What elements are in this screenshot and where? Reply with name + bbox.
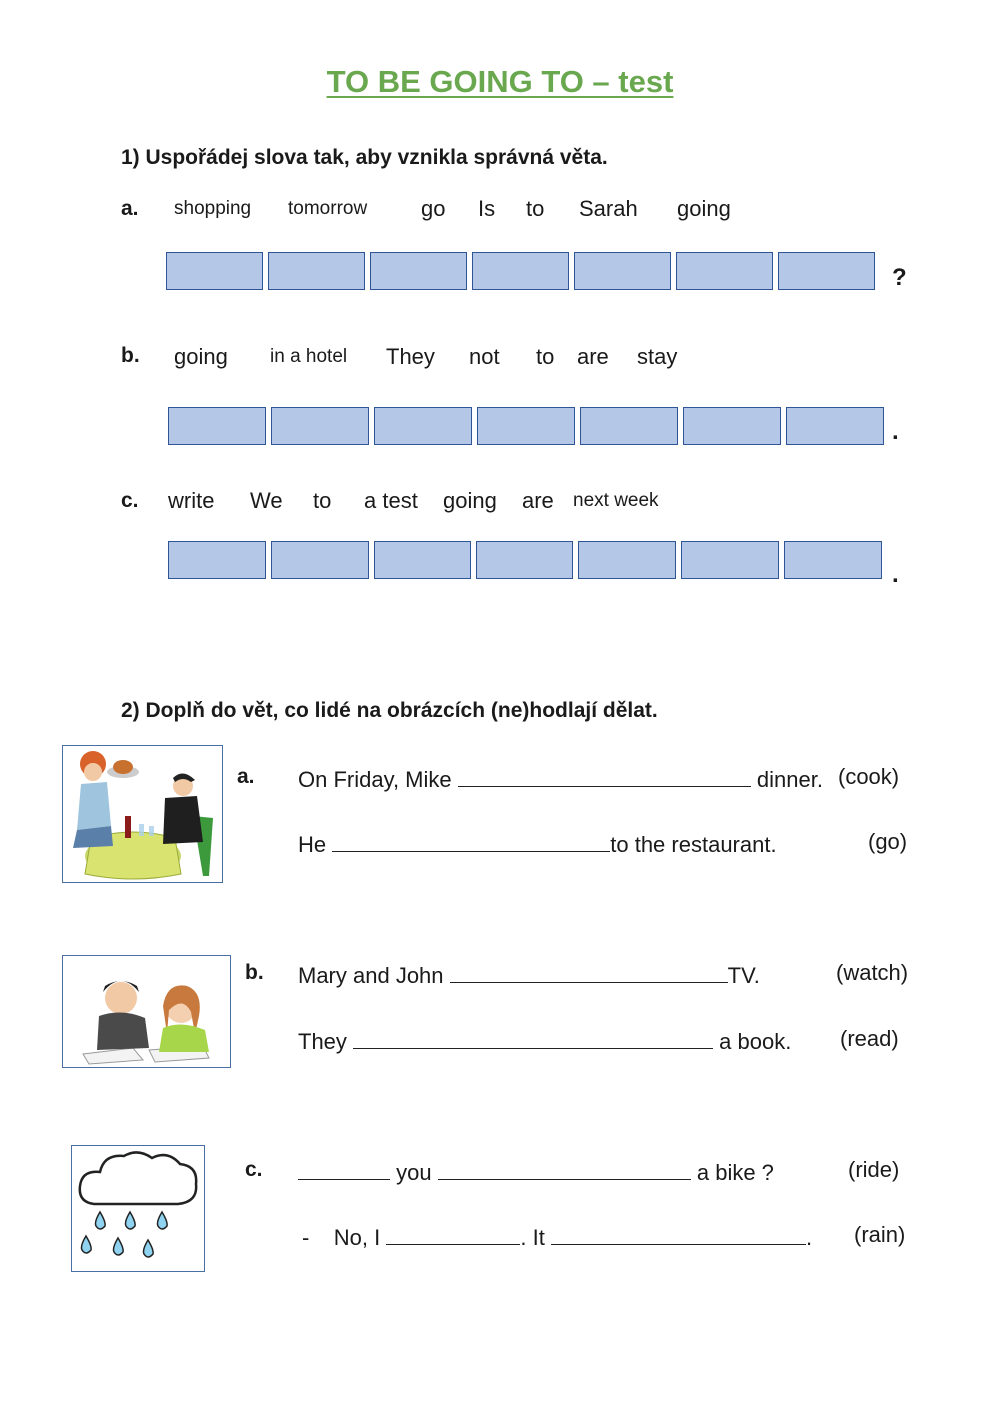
answer-slot[interactable] <box>477 407 575 445</box>
sentence-text: TV. <box>727 963 760 988</box>
item-label: b. <box>245 961 264 984</box>
answer-blank[interactable] <box>298 1157 390 1180</box>
verb-hint: (go) <box>868 829 908 854</box>
word-chip[interactable]: We <box>250 488 283 513</box>
word-chip[interactable]: write <box>168 488 215 513</box>
word-chip[interactable]: They <box>386 344 435 369</box>
answer-slots-a <box>166 252 880 290</box>
answer-slot[interactable] <box>271 407 369 445</box>
sentence-text: He <box>298 832 327 857</box>
sentence-text: No, I <box>333 1225 381 1250</box>
answer-slot[interactable] <box>676 252 773 290</box>
reading-kids-picture <box>62 955 231 1068</box>
word-chip[interactable]: going <box>443 488 497 513</box>
sentence-line <box>298 764 823 793</box>
answer-slot[interactable] <box>786 407 884 445</box>
answer-slots-c <box>168 541 887 579</box>
answer-slot[interactable] <box>271 541 369 579</box>
word-chip[interactable]: go <box>421 196 446 221</box>
answer-slot[interactable] <box>472 252 569 290</box>
item-label: a. <box>121 197 139 220</box>
sentence-line <box>298 829 777 858</box>
restaurant-picture <box>62 745 223 883</box>
word-chip[interactable]: are <box>522 488 554 513</box>
item-label: c. <box>245 1158 263 1181</box>
word-chip[interactable]: going <box>174 344 228 369</box>
sentence-text: a book. <box>719 1029 792 1054</box>
answer-slot[interactable] <box>578 541 676 579</box>
verb-hint: (cook) <box>838 764 900 789</box>
answer-slots-b <box>168 407 889 445</box>
restaurant-illustration <box>63 746 221 881</box>
word-chip[interactable]: to <box>526 196 545 221</box>
exercise-1-heading: 1) Uspořádej slova tak, aby vznikla správná věta. <box>121 146 608 169</box>
sentence-text: . <box>805 1225 813 1250</box>
answer-slot[interactable] <box>374 541 471 579</box>
answer-slot[interactable] <box>476 541 573 579</box>
sentence-text: On Friday, Mike <box>298 767 452 792</box>
item-label: b. <box>121 344 140 367</box>
sentence-text: a bike ? <box>696 1160 774 1185</box>
word-chip[interactable]: a test <box>364 488 418 513</box>
end-punctuation: ? <box>892 264 907 291</box>
item-label: a. <box>237 765 255 788</box>
answer-slot[interactable] <box>574 252 671 290</box>
answer-slot[interactable] <box>374 407 472 445</box>
word-chip[interactable]: Sarah <box>579 196 638 221</box>
answer-blank[interactable] <box>458 764 751 787</box>
word-chip[interactable]: not <box>469 344 500 369</box>
reading-kids-illustration <box>63 956 229 1066</box>
word-chip[interactable]: going <box>677 196 731 221</box>
answer-slot[interactable] <box>580 407 678 445</box>
end-punctuation: . <box>892 561 899 588</box>
word-chip[interactable]: are <box>577 344 609 369</box>
answer-blank[interactable] <box>450 960 728 983</box>
dash-marker: - <box>302 1225 310 1250</box>
sentence-line <box>298 960 760 989</box>
answer-slot[interactable] <box>784 541 882 579</box>
exercise-2-heading: 2) Doplň do vět, co lidé na obrázcích (ne)hodlají dělat. <box>121 699 658 722</box>
word-chip[interactable]: shopping <box>174 198 252 219</box>
answer-slot[interactable] <box>168 407 266 445</box>
word-chip[interactable]: next week <box>573 490 659 511</box>
sentence-text: Mary and John <box>298 963 444 988</box>
word-chip[interactable]: to <box>536 344 555 369</box>
answer-blank[interactable] <box>438 1157 691 1180</box>
verb-hint: (read) <box>840 1026 899 1051</box>
answer-slot[interactable] <box>681 541 779 579</box>
sentence-text: They <box>298 1029 347 1054</box>
end-punctuation: . <box>892 418 899 445</box>
verb-hint: (watch) <box>836 960 909 985</box>
rain-cloud-picture <box>71 1145 205 1272</box>
verb-hint: (ride) <box>848 1157 900 1182</box>
rain-cloud-icon <box>72 1146 203 1270</box>
verb-hint: (rain) <box>854 1222 906 1247</box>
sentence-line <box>302 1222 812 1251</box>
sentence-line <box>298 1026 791 1055</box>
word-chip[interactable]: stay <box>637 344 678 369</box>
word-chip[interactable]: to <box>313 488 332 513</box>
answer-slot[interactable] <box>778 252 875 290</box>
answer-blank[interactable] <box>353 1026 713 1049</box>
word-chip[interactable]: tomorrow <box>288 198 368 219</box>
answer-blank[interactable] <box>551 1222 806 1245</box>
sentence-text: to the restaurant. <box>610 832 777 857</box>
word-chip[interactable]: in a hotel <box>270 346 348 367</box>
item-label: c. <box>121 489 139 512</box>
answer-slot[interactable] <box>268 252 365 290</box>
answer-blank[interactable] <box>386 1222 520 1245</box>
word-chip[interactable]: Is <box>478 196 496 221</box>
sentence-text: dinner. <box>756 767 823 792</box>
answer-slot[interactable] <box>168 541 266 579</box>
answer-slot[interactable] <box>166 252 263 290</box>
answer-blank[interactable] <box>332 829 610 852</box>
sentence-text: you <box>396 1160 432 1185</box>
sentence-line <box>298 1157 774 1186</box>
answer-slot[interactable] <box>683 407 781 445</box>
page-title: TO BE GOING TO – test <box>326 64 674 99</box>
sentence-text: . It <box>520 1225 545 1250</box>
answer-slot[interactable] <box>370 252 467 290</box>
